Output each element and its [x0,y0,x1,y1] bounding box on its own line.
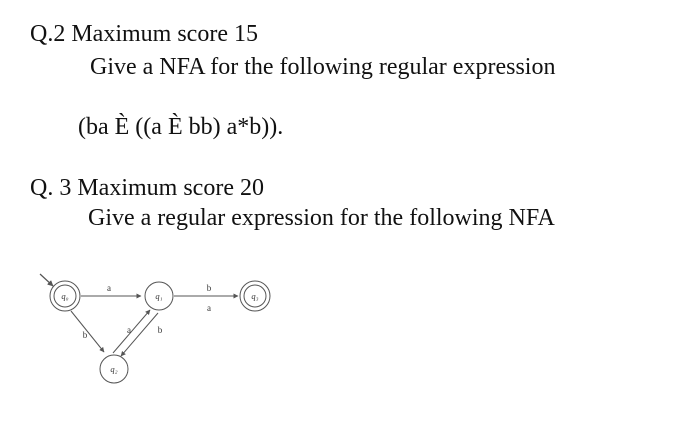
edge-label-q1-q3: b [206,283,212,293]
start-arrow [40,274,53,286]
state-label-q1: q₁ [155,291,163,301]
question-2-title: Q.2 Maximum score 15 [30,21,258,47]
state-q2 [100,355,128,383]
state-label-q3: q₃ [251,291,259,301]
question-3-title: Q. 3 Maximum score 20 [30,175,264,201]
state-q1 [145,282,173,310]
edge-label-q3-q1: a [207,303,211,313]
question-2-prompt: Give a NFA for the following regular expression [90,54,556,80]
edge-q2-q1 [113,310,150,353]
state-q0 [50,281,80,311]
question-3-prompt: Give a regular expression for the following NFA [88,205,555,231]
edge-label-q0-q1: a [107,283,111,293]
edge-label-q1-q2: b [157,325,163,335]
state-label-q0: q₀ [61,291,69,301]
edge-label-q2-q1: a [127,325,131,335]
regular-expression: (ba È ((a È bb) a*b)). [78,114,284,140]
state-q3 [240,281,270,311]
state-label-q2: q₂ [110,364,118,374]
edge-q0-q2 [71,311,104,352]
edge-label-q0-q2: b [82,330,88,340]
